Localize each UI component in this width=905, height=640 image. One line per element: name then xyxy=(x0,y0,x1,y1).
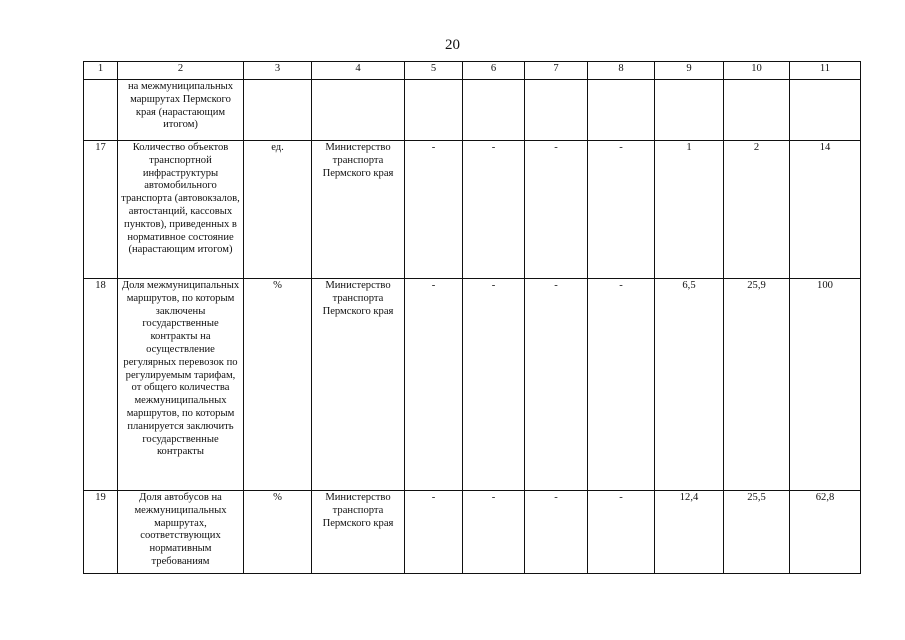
row-number: 18 xyxy=(84,279,118,491)
unit-cell xyxy=(244,80,312,141)
column-header: 1 xyxy=(84,62,118,80)
responsible-cell: Министерство транспорта Пермского края xyxy=(312,141,405,279)
value-cell: 25,5 xyxy=(724,491,790,574)
value-cell: 1 xyxy=(655,141,724,279)
row-number: 17 xyxy=(84,141,118,279)
value-cell: - xyxy=(525,491,588,574)
value-cell: 25,9 xyxy=(724,279,790,491)
value-cell: - xyxy=(463,141,525,279)
column-header: 7 xyxy=(525,62,588,80)
page-number: 20 xyxy=(445,37,460,53)
table-row xyxy=(84,279,861,491)
responsible-cell: Министерство транспорта Пермского края xyxy=(312,279,405,491)
value-cell: - xyxy=(463,491,525,574)
row-number xyxy=(84,80,118,141)
value-cell: 6,5 xyxy=(655,279,724,491)
value-cell: - xyxy=(588,141,655,279)
indicator-name: на межмуниципальных маршрутах Пермского края (нарастающим итогом) xyxy=(118,80,244,141)
responsible-cell xyxy=(312,80,405,141)
table-header-row xyxy=(84,62,861,80)
column-header: 10 xyxy=(724,62,790,80)
column-header: 5 xyxy=(405,62,463,80)
value-cell xyxy=(463,80,525,141)
value-cell: 12,4 xyxy=(655,491,724,574)
responsible-cell: Министерство транспорта Пермского края xyxy=(312,491,405,574)
table-row xyxy=(84,141,861,279)
table-row xyxy=(84,491,861,574)
value-cell: - xyxy=(405,279,463,491)
value-cell: - xyxy=(405,141,463,279)
value-cell: - xyxy=(588,279,655,491)
column-header: 8 xyxy=(588,62,655,80)
indicators-table xyxy=(83,61,861,574)
column-header: 3 xyxy=(244,62,312,80)
unit-cell: % xyxy=(244,491,312,574)
value-cell xyxy=(655,80,724,141)
value-cell: - xyxy=(463,279,525,491)
indicator-name: Количество объектов транспортной инфраструктуры автомобильного транспорта (автовокзалов, автостанций, кассовых пунктов), приведенных в нормативное состояние (нарастающим итогом) xyxy=(118,141,244,279)
value-cell: 14 xyxy=(790,141,861,279)
value-cell: - xyxy=(525,279,588,491)
value-cell: - xyxy=(525,141,588,279)
indicator-name: Доля автобусов на межмуниципальных маршрутах, соответствующих нормативным требованиям xyxy=(118,491,244,574)
value-cell xyxy=(790,80,861,141)
value-cell: - xyxy=(405,491,463,574)
value-cell: - xyxy=(588,491,655,574)
row-number: 19 xyxy=(84,491,118,574)
indicator-name: Доля межмуниципальных маршрутов, по которым заключены государственные контракты на осуществление регулярных перевозок по регулируемым тарифам, от общего количества межмуниципальных маршрутов, по которым планируется заключить государственные контракты xyxy=(118,279,244,491)
table-row xyxy=(84,80,861,141)
unit-cell: % xyxy=(244,279,312,491)
value-cell xyxy=(588,80,655,141)
value-cell xyxy=(405,80,463,141)
column-header: 6 xyxy=(463,62,525,80)
value-cell xyxy=(525,80,588,141)
value-cell xyxy=(724,80,790,141)
column-header: 4 xyxy=(312,62,405,80)
column-header: 2 xyxy=(118,62,244,80)
value-cell: 2 xyxy=(724,141,790,279)
value-cell: 100 xyxy=(790,279,861,491)
column-header: 9 xyxy=(655,62,724,80)
unit-cell: ед. xyxy=(244,141,312,279)
value-cell: 62,8 xyxy=(790,491,861,574)
column-header: 11 xyxy=(790,62,861,80)
